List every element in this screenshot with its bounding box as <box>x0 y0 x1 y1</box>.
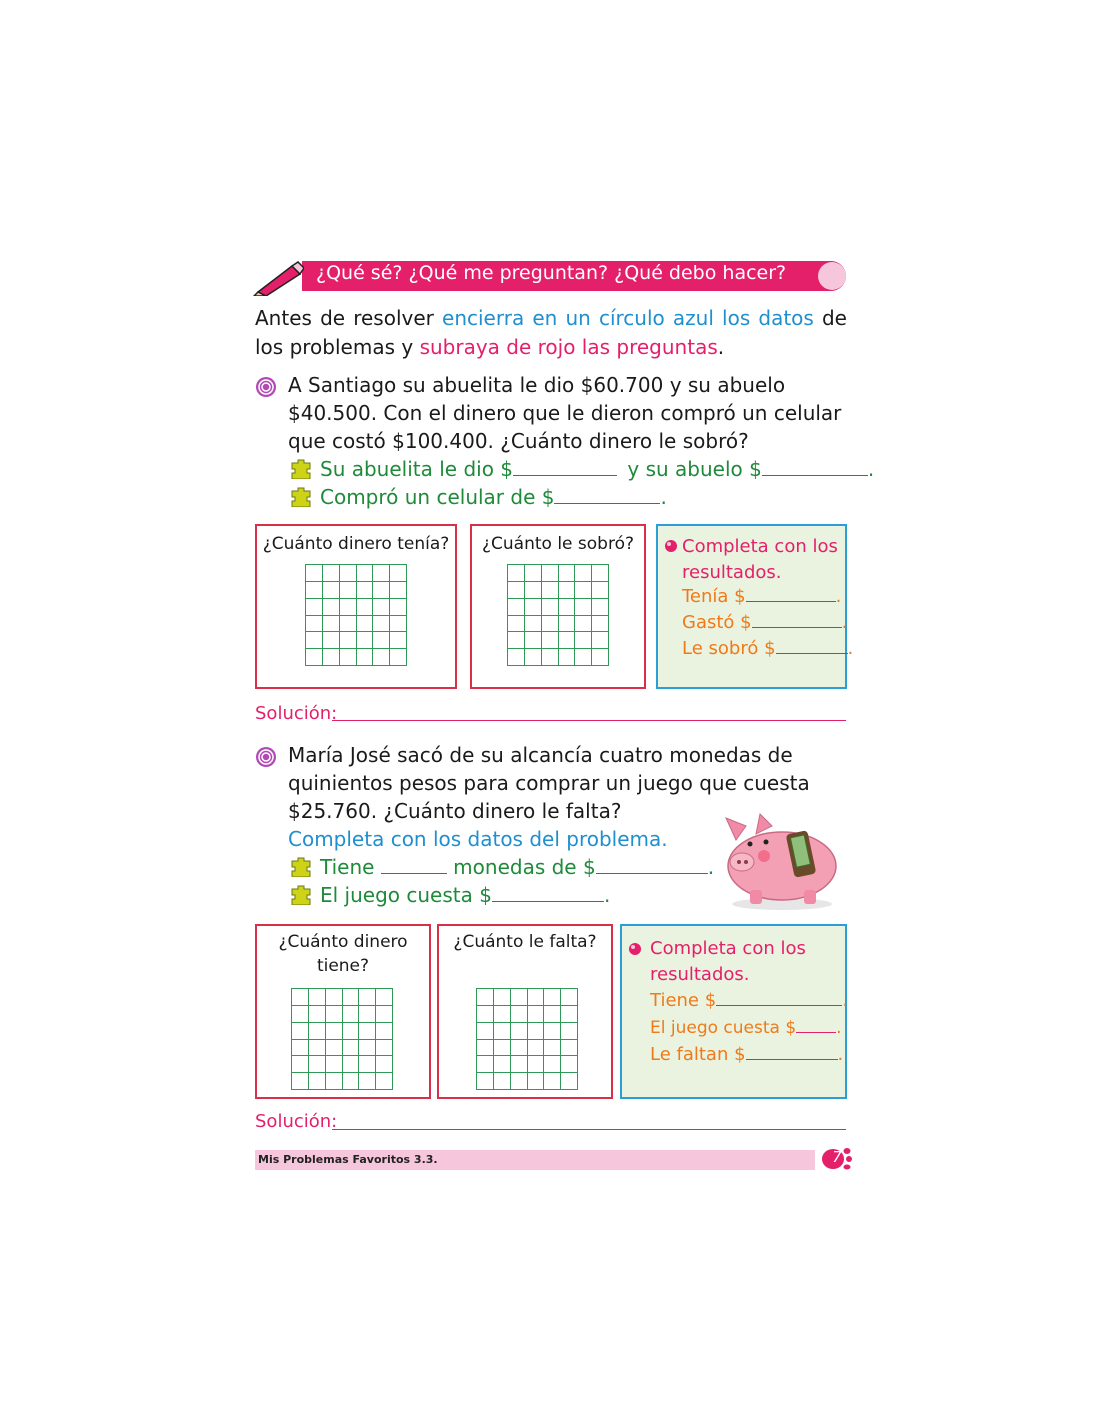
result-dot: . <box>842 990 848 1011</box>
result-label: Gastó $ <box>682 612 752 633</box>
answer-blank[interactable] <box>752 613 842 628</box>
page-title: ¿Qué sé? ¿Qué me preguntan? ¿Qué debo hacer? <box>316 262 787 284</box>
problem2-data-line-2 <box>288 881 610 909</box>
answer-blank[interactable] <box>513 457 617 476</box>
result-sobro <box>682 636 853 662</box>
result-label: El juego cuesta $ <box>650 1018 797 1038</box>
results-title: Completa con los resultados. <box>682 536 838 583</box>
answer-blank[interactable] <box>776 639 848 654</box>
spiral-bullet-icon <box>255 376 277 398</box>
result-label: Tiene $ <box>650 990 717 1011</box>
pencil-icon <box>252 260 304 296</box>
problem2-data1-end: . <box>707 855 715 879</box>
problem2-data2-end: . <box>603 883 611 907</box>
answer-blank[interactable] <box>746 587 836 602</box>
intro-blue-text: encierra en un círculo azul los datos <box>442 306 814 330</box>
problem2-data1-b: monedas de $ <box>453 855 596 879</box>
math-grid[interactable] <box>291 988 393 1090</box>
result-label: Tenía $ <box>682 586 746 607</box>
answer-blank[interactable] <box>796 1018 836 1033</box>
intro-red-text: subraya de rojo las preguntas <box>419 335 718 359</box>
answer-blank[interactable] <box>554 485 660 504</box>
answer-blank[interactable] <box>746 1045 838 1060</box>
solution-line[interactable] <box>332 1129 846 1130</box>
answer-blank[interactable] <box>762 457 868 476</box>
math-grid[interactable] <box>305 564 407 666</box>
problem1-data1-b: y su abuelo $ <box>627 457 762 481</box>
banner-dot-icon <box>818 262 846 290</box>
solution-label: Solución: <box>255 1111 338 1132</box>
page-number: 7 <box>832 1148 842 1166</box>
problem1-data-line-2 <box>288 483 667 511</box>
result-label: Le faltan $ <box>650 1044 746 1065</box>
spiral-bullet-icon <box>255 746 277 768</box>
puzzle-icon <box>288 485 314 507</box>
problem1-text: A Santiago su abuelita le dio $60.700 y su abuelo $40.500. Con el dinero que le dieron compró un celular que costó $100.400. ¿Cuánto dinero le sobró? <box>288 373 842 453</box>
intro-text-1: Antes de resolver <box>255 306 443 330</box>
result-dot: . <box>835 586 842 607</box>
math-grid[interactable] <box>507 564 609 666</box>
piggy-bank-icon <box>720 806 842 912</box>
problem1-data1-end: . <box>867 457 875 481</box>
problem1-data2-end: . <box>660 485 667 509</box>
result-gasto <box>682 610 847 636</box>
answer-blank[interactable] <box>716 991 842 1006</box>
math-grid[interactable] <box>476 988 578 1090</box>
problem1-data-line-1 <box>288 455 874 483</box>
intro-paragraph <box>255 304 847 362</box>
intro-text-2: de los problemas y <box>255 306 847 359</box>
result-tiene <box>650 988 848 1014</box>
box-question: ¿Cuánto dinero tiene? <box>278 932 408 976</box>
box-question: ¿Cuánto le falta? <box>453 932 597 952</box>
answer-blank[interactable] <box>596 855 708 874</box>
problem2-instruction: Completa con los datos del problema. <box>288 827 668 851</box>
problem2-data2-a: El juego cuesta $ <box>320 883 492 907</box>
puzzle-icon <box>288 855 314 877</box>
solution-line[interactable] <box>332 720 846 721</box>
bullet-dot-icon <box>628 942 642 956</box>
problem2-text: María José sacó de su alcancía cuatro monedas de quinientos pesos para comprar un juego que cuesta $25.760. ¿Cuánto dinero le falta? <box>288 743 810 823</box>
result-dot: . <box>847 638 854 659</box>
results-box-2 <box>620 924 847 1099</box>
box-question: ¿Cuánto le sobró? <box>481 534 634 554</box>
result-dot: . <box>841 612 848 633</box>
problem2-data-line-1 <box>288 853 714 881</box>
result-tenia <box>682 584 841 610</box>
problem1-data2-a: Compró un celular de $ <box>320 485 555 509</box>
work-box-tiene[interactable] <box>255 924 431 1099</box>
results-box-1 <box>656 524 854 689</box>
work-box-tenia[interactable] <box>255 524 457 689</box>
solution-label: Solución: <box>255 703 338 724</box>
work-box-falta[interactable] <box>437 924 613 1099</box>
answer-blank[interactable] <box>492 883 604 902</box>
results-title: Completa con los resultados. <box>650 938 806 985</box>
box-question: ¿Cuánto dinero tenía? <box>262 534 450 554</box>
answer-blank[interactable] <box>381 855 447 874</box>
problem1-data1-a: Su abuelita le dio $ <box>320 457 514 481</box>
result-dot: . <box>836 1018 842 1038</box>
intro-text-3: . <box>717 335 725 359</box>
bullet-dot-icon <box>664 539 678 553</box>
result-faltan <box>650 1042 843 1068</box>
work-box-sobro[interactable] <box>470 524 646 689</box>
puzzle-icon <box>288 457 314 479</box>
result-juego <box>650 1015 842 1041</box>
footer-book-title: Mis Problemas Favoritos 3.3. <box>258 1153 438 1166</box>
result-label: Le sobró $ <box>682 638 776 659</box>
result-dot: . <box>837 1044 844 1065</box>
problem2-data1-a: Tiene <box>320 855 375 879</box>
puzzle-icon <box>288 883 314 905</box>
